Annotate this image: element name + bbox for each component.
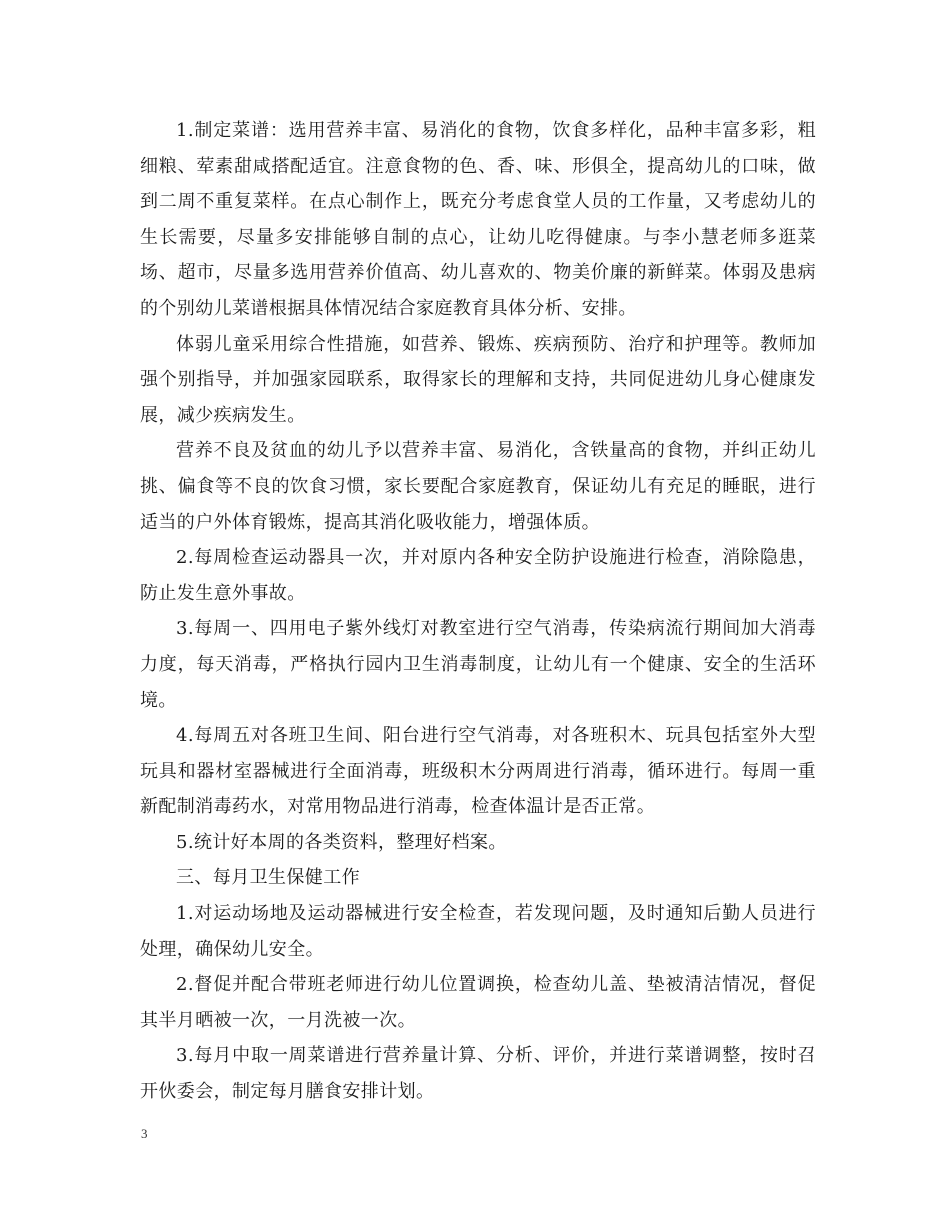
paragraph-weekly-records: 5.统计好本周的各类资料，整理好档案。 [176, 831, 507, 853]
paragraph-monthly-safety-check: 1.对运动场地及运动器械进行安全检查，若发现问题，及时通知后勤人员进行处理，确保幼儿安全。 [140, 903, 816, 960]
paragraph-friday-disinfection: 4.每周五对各班卫生间、阳台进行空气消毒，对各班积木、玩具包括室外大型玩具和器材室器械进行全面消毒，班级积木分两周进行消毒，循环进行。每周一重新配制消毒药水，对常用物品进行消毒，检查体温计是否正常。 [140, 725, 816, 818]
section-heading-monthly: 三、每月卫生保健工作 [176, 867, 360, 889]
document-body [140, 113, 816, 1110]
page-number: 3 [141, 1126, 148, 1141]
paragraph-uv-disinfection: 3.每周一、四用电子紫外线灯对教室进行空气消毒，传染病流行期间加大消毒力度，每天消毒，严格执行园内卫生消毒制度，让幼儿有一个健康、安全的生活环境。 [140, 618, 816, 711]
paragraph-bedding-check: 2.督促并配合带班老师进行幼儿位置调换，检查幼儿盖、垫被清洁情况，督促其半月晒被一次，一月洗被一次。 [140, 974, 816, 1031]
paragraph-nutrition-analysis: 3.每月中取一周菜谱进行营养量计算、分析、评价，并进行菜谱调整，按时召开伙委会，制定每月膳食安排计划。 [140, 1045, 816, 1103]
paragraph-weak-children: 体弱儿童采用综合性措施，如营养、锻炼、疾病预防、治疗和护理等。教师加强个别指导，并加强家园联系，取得家长的理解和支持，共同促进幼儿身心健康发展，减少疾病发生。 [140, 333, 816, 426]
paragraph-malnutrition: 营养不良及贫血的幼儿予以营养丰富、易消化，含铁量高的食物，并纠正幼儿挑、偏食等不良的饮食习惯，家长要配合家庭教育，保证幼儿有充足的睡眠，进行适当的户外体育锻炼，提高其消化吸收能力，增强体质。 [140, 440, 816, 533]
paragraph-menu-planning: 1.制定菜谱：选用营养丰富、易消化的食物，饮食多样化，品种丰富多彩，粗细粮、荤素甜咸搭配适宜。注意食物的色、香、味、形俱全，提高幼儿的口味，做到二周不重复菜样。在点心制作上，既充分考虑食堂人员的工作量，又考虑幼儿的生长需要，尽量多安排能够自制的点心，让幼儿吃得健康。与李小慧老师多逛菜场、超市，尽量多选用营养价值高、幼儿喜欢的、物美价廉的新鲜菜。体弱及患病的个别幼儿菜谱根据具体情况结合家庭教育具体分析、安排。 [140, 120, 816, 319]
paragraph-weekly-equipment-check: 2.每周检查运动器具一次，并对原内各种安全防护设施进行检查，消除隐患，防止发生意外事故。 [140, 547, 816, 604]
